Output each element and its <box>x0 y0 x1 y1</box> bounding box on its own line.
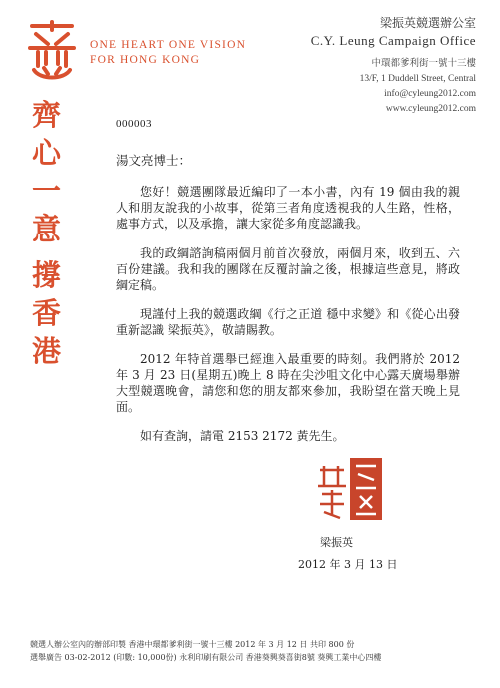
letter-date: 2012 年 3 月 13 日 <box>298 558 398 571</box>
footer-line: 競選人辦公室內的辦部印製 香港中環都爹利街一號十三樓 2012 年 3 月 12 日 共印 800 份 <box>30 640 355 649</box>
slogan-char: 心 <box>32 136 62 170</box>
slogan-char: 意 <box>32 212 62 246</box>
office-name-zh: 梁振英競選辦公室 <box>379 16 476 30</box>
tagline-line-1: ONE HEART ONE VISION <box>90 39 247 51</box>
salutation: 湯文亮博士： <box>116 153 192 168</box>
website: www.cyleung2012.com <box>385 104 476 114</box>
slogan-char: 香 <box>32 296 62 330</box>
slogan-char: 撐 <box>32 258 62 292</box>
slogan-char: 一 <box>32 174 62 208</box>
office-name-en: C.Y. Leung Campaign Office <box>310 33 476 48</box>
footer-imprint <box>30 638 381 664</box>
tagline-line-2: FOR HONG KONG <box>90 54 201 66</box>
address-en: 13/F, 1 Duddell Street, Central <box>359 74 476 84</box>
paragraph: 2012 年特首選舉已經進入最重要的時刻。我們將於 2012 年 3 月 23 日(星期五)晚上 8 時在尖沙咀文化中心露天廣場舉辦大型競選晚會，請您和您的朋友都來參加，我盼望在當天晚上見面。 <box>116 352 460 414</box>
footer-line: 選舉廣告 03-02-2012 (印數: 10,000份) 永利印刷有限公司 香港葵興葵喜街8號 葵興工業中心四樓 <box>30 653 382 662</box>
slogan-char: 齊 <box>32 98 62 132</box>
office-address <box>311 57 476 117</box>
paragraph: 現謹付上我的競選政綱《行之正道 穩中求變》和《從心出發 重新認識 梁振英》，敬請賜教。 <box>116 307 460 337</box>
paragraph: 我的政綱諮詢稿兩個月前首次發放，兩個月來，收到五、六百份建議。我和我的團隊在反覆討論之後，根據這些意見，將政綱定稿。 <box>116 246 460 292</box>
slogan-char: 港 <box>32 334 62 368</box>
office-block <box>311 14 476 117</box>
signature-name: 梁振英 <box>320 536 353 549</box>
signature-seal <box>314 456 384 522</box>
vertical-slogan <box>32 96 61 370</box>
campaign-logo <box>20 18 84 82</box>
letter-body <box>116 184 460 457</box>
paragraph: 您好！競選團隊最近編印了一本小書，內有 19 個由我的親人和朋友說我的小故事，從第三者角度透視我的人生路，性格，處事方式，以及承擔，讓大家從多角度認識我。 <box>116 185 460 231</box>
paragraph: 如有查詢，請電 2153 2172 黃先生。 <box>140 429 345 443</box>
document-number: 000003 <box>116 118 152 130</box>
address-zh: 中環都爹利街一號十三樓 <box>371 59 476 69</box>
email: info@cyleung2012.com <box>384 89 476 99</box>
tagline <box>90 38 246 68</box>
